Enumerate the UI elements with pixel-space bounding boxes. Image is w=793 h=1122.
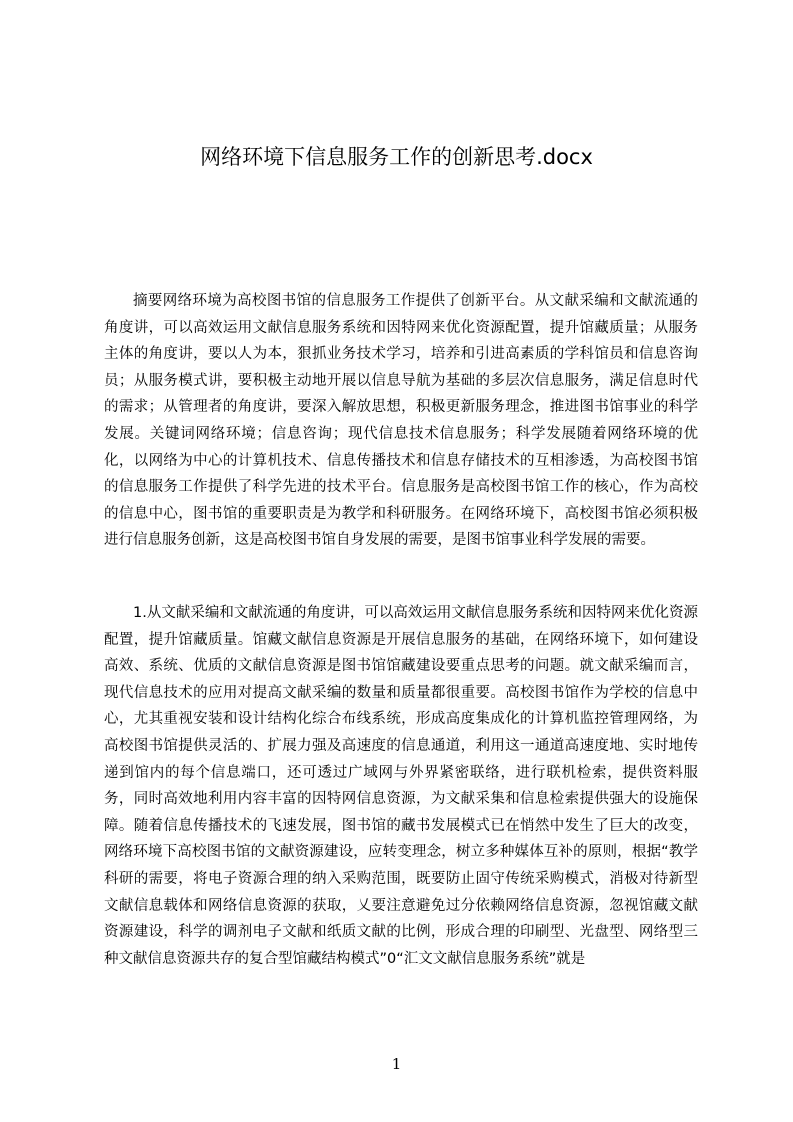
section-1 xyxy=(104,600,698,1020)
page-number: 1 xyxy=(391,1055,402,1073)
section-1-paragraph: 1.从文献采编和文献流通的角度讲，可以高效运用文献信息服务系统和因特网来优化资源配置，提升馆藏质量。馆藏文献信息资源是开展信息服务的基础，在网络环境下，如何建设高效、系统、优质的文献信息资源是图书馆馆藏建设要重点思考的问题。就文献采编而言，现代信息技术的应用对提高文献采编的数量和质量都很重要。高校图书馆作为学校的信息中心，尤其重视安装和设计结构化综合布线系统，形成高度集成化的计算机监控管理网络，为高校图书馆提供灵活的、扩展力强及高速度的信息通道，利用这一通道高速度地、实时地传递到馆内的每个信息端口，还可透过广域网与外界紧密联络，进行联机检索，提供资料服务，同时高效地利用内容丰富的因特网信息资源，为文献采集和信息检索提供强大的设施保障。随着信息传播技术的飞速发展，图书馆的藏书发展模式已在悄然中发生了巨大的改变，网络环境下高校图书馆的文献资源建设，应转变理念，树立多种媒体互补的原则，根据“教学科研的需要，将电子资源合理的纳入采购范围，既要防止固守传统采购模式，消极对待新型文献信息载体和网络信息资源的获取，乂要注意避免过分依赖网络信息资源，忽视馆藏文献资源建设，科学的调剂电子文献和纸质文献的比例，形成合理的印刷型、光盘型、网络型三种文献信息资源共存的复合型馆藏结构模式”0“汇文文献信息服务系统”就是 xyxy=(104,605,698,967)
abstract-section xyxy=(104,288,698,583)
abstract-paragraph: 摘要网络环境为高校图书馆的信息服务工作提供了创新平台。从文献采编和文献流通的角度讲，可以高效运用文献信息服务系统和因特网来优化资源配置，提升馆藏质量；从服务主体的角度讲，要以人为本，狠抓业务技术学习，培养和引进高素质的学科馆员和信息咨询员；从服务模式讲，要积极主动地开展以信息导航为基础的多层次信息服务，满足信息时代的需求；从管理者的角度讲，要深入解放思想，积极更新服务理念，推进图书馆事业的科学发展。关键词网络环境；信息咨询；现代信息技术信息服务；科学发展随着网络环境的优化，以网络为中心的计算机技术、信息传播技术和信息存储技术的互相渗透，为高校图书馆的信息服务工作提供了科学先进的技术平台。信息服务是高校图书馆工作的核心，作为高校的信息中心，图书馆的重要职责是为教学和科研服务。在网络环境下，高校图书馆必须积极进行信息服务创新，这是高校图书馆自身发展的需要，是图书馆事业科学发展的需要。 xyxy=(104,293,698,549)
document-title: 网络环境下信息服务工作的创新思考.docx xyxy=(200,145,593,169)
